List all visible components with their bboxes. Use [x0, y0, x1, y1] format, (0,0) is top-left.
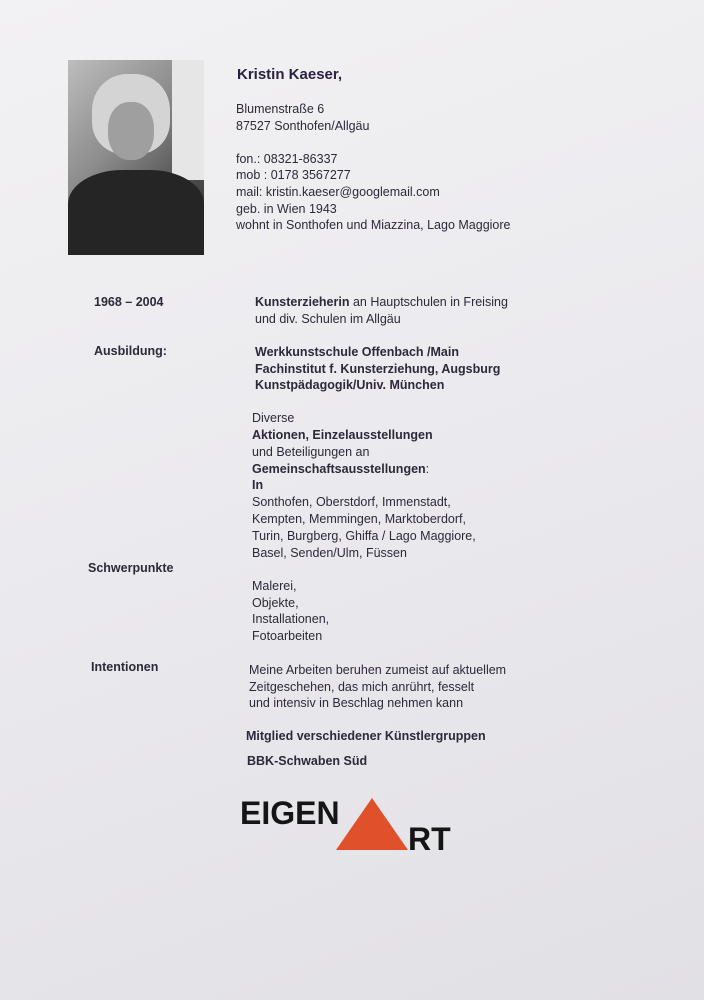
residence: wohnt in Sonthofen und Miazzina, Lago Maggiore	[236, 218, 511, 232]
exhibitions-colon: :	[425, 462, 430, 476]
intentions-line: und intensiv in Beschlag nehmen kann	[249, 696, 464, 710]
focus-label: Schwerpunkte	[88, 561, 174, 575]
logo-text-left: EIGEN	[240, 795, 340, 831]
exhibitions-line	[252, 461, 429, 478]
logo-text-right: RT	[408, 821, 451, 857]
intentions-line: Zeitgeschehen, das mich anrührt, fesselt	[249, 680, 475, 694]
person-name: Kristin Kaeser,	[237, 66, 343, 83]
exhibitions-line: Turin, Burgberg, Ghiffa / Lago Maggiore,	[252, 529, 476, 543]
exhibitions-line: Aktionen, Einzelausstellungen	[252, 428, 433, 442]
email: mail: kristin.kaeser@googlemail.com	[236, 185, 440, 199]
focus-item: Malerei,	[252, 579, 297, 593]
photo-window	[172, 60, 204, 180]
phone: fon.: 08321-86337	[236, 152, 338, 166]
exhibitions-line: Basel, Senden/Ulm, Füssen	[252, 546, 407, 560]
focus-item: Fotoarbeiten	[252, 629, 323, 643]
career-title: Kunsterzieherin	[255, 295, 350, 309]
address-street: Blumenstraße 6	[236, 102, 325, 116]
education-item: Fachinstitut f. Kunsterziehung, Augsburg	[255, 362, 501, 376]
mobile: mob : 0178 3567277	[236, 168, 351, 182]
focus-item: Installationen,	[252, 612, 330, 626]
career-rest: an Hauptschulen in Freising	[349, 295, 508, 309]
intentions-line: Meine Arbeiten beruhen zumeist auf aktuellem	[249, 663, 507, 677]
group: BBK-Schwaben Süd	[247, 754, 368, 768]
address-city: 87527 Sonthofen/Allgäu	[236, 119, 370, 133]
birth: geb. in Wien 1943	[236, 202, 337, 216]
exhibitions-line: Kempten, Memmingen, Marktoberdorf,	[252, 512, 466, 526]
membership: Mitglied verschiedener Künstlergruppen	[246, 729, 486, 743]
eigenart-logo	[240, 792, 470, 862]
intentions-label: Intentionen	[91, 660, 159, 674]
education-label: Ausbildung:	[94, 344, 167, 358]
exhibitions-line: Diverse	[252, 411, 295, 425]
exhibitions-line: und Beteiligungen an	[252, 445, 370, 459]
education-item: Werkkunstschule Offenbach /Main	[255, 345, 459, 359]
career-line-1	[255, 294, 508, 311]
career-years: 1968 – 2004	[94, 295, 164, 309]
exhibitions-line: Sonthofen, Oberstdorf, Immenstadt,	[252, 495, 451, 509]
education-item: Kunstpädagogik/Univ. München	[255, 378, 445, 392]
exhibitions-heading: Gemeinschaftsausstellungen	[252, 462, 426, 476]
exhibitions-line: In	[252, 478, 264, 492]
photo-body	[68, 170, 204, 255]
photo-face	[108, 102, 154, 160]
career-line-2: und div. Schulen im Allgäu	[255, 312, 401, 326]
focus-item: Objekte,	[252, 596, 299, 610]
logo-triangle-icon	[336, 798, 408, 850]
portrait-photo	[68, 60, 204, 255]
